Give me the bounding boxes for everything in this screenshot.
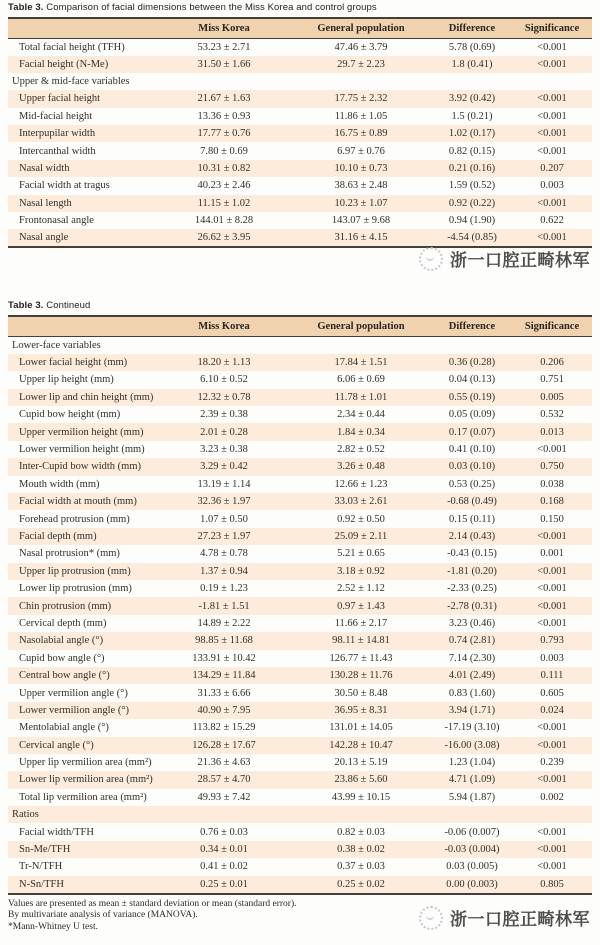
significance-cell: <0.001 [537,565,567,577]
table-row [8,125,592,142]
variable-cell: Nasal protrusion* (mm) [19,548,120,560]
general-population-cell: 20.13 ± 5.19 [334,757,388,769]
variable-cell: Lower vermilion angle (°) [19,704,130,716]
significance-cell: <0.001 [537,444,567,456]
variable-cell: Forehead protrusion (mm) [19,513,130,525]
miss-korea-cell: 4.78 ± 0.78 [200,548,248,560]
table-row [8,545,592,562]
significance-cell: 0.793 [540,635,564,647]
variable-cell: Facial width at tragus [19,180,110,192]
general-population-cell: 11.86 ± 1.05 [334,110,388,122]
table-row [8,108,592,125]
difference-cell: 1.59 (0.52) [448,180,496,192]
difference-cell: 1.02 (0.17) [448,128,496,140]
table-row [8,823,592,840]
general-population-cell: 3.26 ± 0.48 [337,461,385,473]
general-population-cell: 0.97 ± 1.43 [337,600,385,612]
general-population-cell: 38.63 ± 2.48 [334,180,388,192]
col-header-general-population: General population [317,321,405,333]
difference-cell: -2.33 (0.25) [447,583,497,595]
miss-korea-cell: 2.01 ± 0.28 [200,426,248,438]
footnote-manova: By multivariate analysis of variance (MANOVA). [8,910,198,921]
miss-korea-cell: 0.19 ± 1.23 [200,583,248,595]
col-header-miss-korea: Miss Korea [198,22,250,34]
miss-korea-cell: 12.32 ± 0.78 [197,391,251,403]
miss-korea-cell: 13.36 ± 0.93 [197,110,251,122]
miss-korea-cell: 40.23 ± 2.46 [197,180,251,192]
table1-title-number: Table 3. [8,2,44,13]
significance-cell: 0.805 [540,878,564,890]
general-population-cell: 31.16 ± 4.15 [334,232,388,244]
table-row [8,737,592,754]
difference-cell: 0.94 (1.90) [448,215,496,227]
table-row [8,771,592,788]
variable-cell: Nasal length [19,197,72,209]
difference-cell: -4.54 (0.85) [447,232,497,244]
dental-logo-icon [419,247,443,271]
general-population-cell: 12.66 ± 1.23 [334,478,388,490]
significance-cell: <0.001 [537,600,567,612]
miss-korea-cell: 32.36 ± 1.97 [197,496,251,508]
variable-cell: Sn-Me/TFH [19,844,71,856]
miss-korea-cell: 3.23 ± 0.38 [200,444,248,456]
col-header-general-population: General population [317,22,405,34]
table-row [8,142,592,159]
variable-cell: Total lip vermilion area (mm²) [19,791,147,803]
miss-korea-cell: 98.85 ± 11.68 [195,635,253,647]
significance-cell: <0.001 [537,110,567,122]
difference-cell: 0.15 (0.11) [449,513,495,525]
table-row [8,632,592,649]
col-header-variable [8,316,158,336]
significance-cell: 0.750 [540,461,564,473]
significance-cell: <0.001 [537,58,567,70]
miss-korea-cell: 0.76 ± 0.03 [200,826,248,838]
difference-cell: 1.23 (1.04) [448,757,496,769]
miss-korea-cell: 113.82 ± 15.29 [192,722,256,734]
difference-cell: 3.92 (0.42) [448,93,496,105]
table-row [8,876,592,894]
variable-cell: Cervical depth (mm) [19,617,107,629]
table-row [8,160,592,177]
table-row [8,563,592,580]
significance-cell: <0.001 [537,722,567,734]
general-population-cell: 0.25 ± 0.02 [337,878,385,890]
comparison-table-1 [8,17,592,248]
miss-korea-cell: 21.67 ± 1.63 [197,93,251,105]
significance-cell: <0.001 [537,145,567,157]
variable-cell: Mentolabial angle (°) [19,722,109,734]
miss-korea-cell: 0.41 ± 0.02 [200,861,248,873]
section-label: Upper & mid-face variables [12,76,130,88]
table-row [8,441,592,458]
table-row [8,177,592,194]
variable-cell: Nasal angle [19,232,69,244]
miss-korea-cell: 53.23 ± 2.71 [197,41,251,53]
difference-cell: 4.01 (2.49) [448,670,496,682]
significance-cell: 0.005 [540,391,564,403]
table-row [8,406,592,423]
col-header-difference: Difference [448,22,496,34]
table-row [8,858,592,875]
variable-cell: Cervical angle (°) [19,739,94,751]
variable-cell: Lower lip and chin height (mm) [19,391,154,403]
significance-cell: 0.622 [540,215,564,227]
general-population-cell: 2.34 ± 0.44 [337,409,385,421]
table2-title [8,300,592,312]
variable-cell: Interpupilar width [19,128,96,140]
table1-title [8,2,592,14]
table1-header-row [8,18,592,38]
significance-cell: 0.001 [540,548,564,560]
table2-header-row [8,316,592,336]
significance-cell: 0.751 [540,374,564,386]
section-label: Lower-face variables [12,339,101,351]
table-row [8,841,592,858]
significance-cell: 0.532 [540,409,564,421]
significance-cell: 0.013 [540,426,564,438]
difference-cell: 0.41 (0.10) [448,444,496,456]
footnotes [8,899,592,934]
variable-cell: Lower vermilion height (mm) [19,444,145,456]
difference-cell: 1.5 (0.21) [451,110,493,122]
general-population-cell: 29.7 ± 2.23 [337,58,385,70]
variable-cell: Facial depth (mm) [19,531,97,542]
variable-cell: Nasolabial angle (°) [19,635,104,647]
variable-cell: Chin protrusion (mm) [19,600,112,612]
significance-cell: 0.111 [540,670,564,682]
variable-cell: Lower lip vermilion area (mm²) [19,774,153,786]
difference-cell: 0.53 (0.25) [448,478,496,490]
variable-cell: Facial height (N-Me) [19,58,109,70]
footnote-values: Values are presented as mean ± standard deviation or mean (standard error). [8,898,297,909]
section-row [8,806,592,823]
significance-cell: <0.001 [537,617,567,629]
significance-cell: <0.001 [537,844,567,856]
miss-korea-cell: 40.90 ± 7.95 [197,704,251,716]
table-row [8,510,592,527]
general-population-cell: 130.28 ± 11.76 [329,670,393,682]
table-row [8,650,592,667]
footnote-mann-whitney: *Mann-Whitney U test. [8,921,98,932]
variable-cell: Mouth width (mm) [19,478,100,490]
significance-cell: <0.001 [537,861,567,873]
variable-cell: Upper facial height [19,93,101,105]
watermark-text: 浙一口腔正畸林军 [450,251,590,270]
general-population-cell: 30.50 ± 8.48 [334,687,388,699]
general-population-cell: 33.03 ± 2.61 [334,496,388,508]
miss-korea-cell: 28.57 ± 4.70 [197,774,251,786]
comparison-table-2 [8,315,592,894]
significance-cell: 0.605 [540,687,564,699]
difference-cell: 3.94 (1.71) [448,704,496,716]
difference-cell: 0.17 (0.07) [448,426,496,438]
miss-korea-cell: 49.93 ± 7.42 [197,791,251,803]
col-header-difference: Difference [448,321,496,333]
significance-cell: <0.001 [537,583,567,595]
difference-cell: 1.8 (0.41) [451,58,493,70]
col-header-significance: Significance [524,321,580,333]
variable-cell: Upper lip vermilion area (mm²) [19,757,152,769]
general-population-cell: 36.95 ± 8.31 [334,704,388,716]
miss-korea-cell: 144.01 ± 8.28 [194,215,254,227]
difference-cell: -17.19 (3.10) [444,722,500,734]
table-row [8,371,592,388]
difference-cell: -0.03 (0.004) [444,844,500,856]
difference-cell: 0.92 (0.22) [448,197,496,209]
significance-cell: 0.207 [540,163,564,175]
general-population-cell: 23.86 ± 5.60 [334,774,388,786]
general-population-cell: 2.82 ± 0.52 [337,444,385,456]
general-population-cell: 6.06 ± 0.69 [337,374,385,386]
miss-korea-cell: 6.10 ± 0.52 [200,374,248,386]
general-population-cell: 6.97 ± 0.76 [337,145,385,157]
significance-cell: 0.038 [540,478,564,490]
difference-cell: -0.68 (0.49) [447,496,497,508]
table-row [8,354,592,371]
miss-korea-cell: 26.62 ± 3.95 [197,232,251,244]
difference-cell: -2.78 (0.31) [447,600,497,612]
variable-cell: Upper lip height (mm) [19,374,114,386]
difference-cell: -0.43 (0.15) [447,548,497,560]
miss-korea-cell: 27.23 ± 1.97 [197,531,251,542]
table-row [8,476,592,493]
significance-cell: <0.001 [537,93,567,105]
table2-title-text: Contineud [46,300,91,312]
significance-cell: <0.001 [537,128,567,140]
table-row [8,90,592,107]
variable-cell: Central bow angle (°) [19,670,110,682]
table-row [8,493,592,510]
table-row [8,229,592,247]
miss-korea-cell: 21.36 ± 4.63 [197,757,251,769]
section-label: Ratios [12,809,39,821]
significance-cell: 0.002 [540,791,564,803]
watermark-text: 浙一口腔正畸林军 [450,910,590,929]
significance-cell: <0.001 [537,739,567,751]
general-population-cell: 2.52 ± 1.12 [337,583,385,595]
difference-cell: 0.36 (0.28) [448,357,496,369]
table1-title-text: Comparison of facial dimensions between the Miss Korea and control groups [46,2,377,13]
general-population-cell: 17.84 ± 1.51 [334,357,388,369]
general-population-cell: 1.84 ± 0.34 [337,426,385,438]
general-population-cell: 11.78 ± 1.01 [334,391,388,403]
significance-cell: <0.001 [537,197,567,209]
miss-korea-cell: -1.81 ± 1.51 [198,600,250,612]
table-row [8,212,592,229]
difference-cell: 4.71 (1.09) [448,774,496,786]
table-row [8,702,592,719]
general-population-cell: 98.11 ± 14.81 [332,635,390,647]
difference-cell: 0.03 (0.10) [448,461,496,473]
general-population-cell: 0.92 ± 0.50 [337,513,385,525]
significance-cell: 0.239 [540,757,564,769]
variable-cell: Cupid bow height (mm) [19,409,121,421]
section-row [8,336,592,354]
difference-cell: 5.78 (0.69) [448,41,496,53]
miss-korea-cell: 10.31 ± 0.82 [197,163,251,175]
significance-cell: 0.024 [540,704,564,716]
difference-cell: 0.04 (0.13) [448,374,496,386]
table-row [8,423,592,440]
significance-cell: <0.001 [537,826,567,838]
difference-cell: 0.21 (0.16) [448,163,496,175]
miss-korea-cell: 126.28 ± 17.67 [192,739,256,751]
general-population-cell: 131.01 ± 14.05 [329,722,393,734]
miss-korea-cell: 31.33 ± 6.66 [197,687,251,699]
general-population-cell: 10.10 ± 0.73 [334,163,388,175]
difference-cell: 2.14 (0.43) [448,531,496,542]
significance-cell: 0.168 [540,496,564,508]
variable-cell: Facial width/TFH [19,826,94,838]
general-population-cell: 16.75 ± 0.89 [334,128,388,140]
table-row [8,719,592,736]
table-row [8,528,592,545]
variable-cell: Lower facial height (mm) [19,357,128,369]
miss-korea-cell: 11.15 ± 1.02 [197,197,251,209]
significance-cell: 0.150 [540,513,564,525]
variable-cell: Inter-Cupid bow width (mm) [19,461,141,473]
difference-cell: 0.83 (1.60) [448,687,496,699]
table-row [8,789,592,806]
variable-cell: Tr-N/TFH [19,861,63,873]
miss-korea-cell: 17.77 ± 0.76 [197,128,251,140]
table-row [8,615,592,632]
difference-cell: 0.82 (0.15) [448,145,496,157]
general-population-cell: 25.09 ± 2.11 [334,531,388,542]
table-row [8,597,592,614]
miss-korea-cell: 133.91 ± 10.42 [192,652,256,664]
significance-cell: <0.001 [537,531,567,542]
table-row [8,458,592,475]
significance-cell: 0.003 [540,652,564,664]
miss-korea-cell: 0.34 ± 0.01 [200,844,248,856]
significance-cell: 0.003 [540,180,564,192]
table1-block [8,2,592,248]
variable-cell: Total facial height (TFH) [19,41,125,53]
col-header-miss-korea: Miss Korea [198,321,250,333]
table-row [8,389,592,406]
significance-cell: <0.001 [537,41,567,53]
general-population-cell: 0.37 ± 0.03 [337,861,385,873]
difference-cell: 5.94 (1.87) [448,791,496,803]
miss-korea-cell: 134.29 ± 11.84 [192,670,256,682]
variable-cell: Lower lip protrusion (mm) [19,583,132,595]
general-population-cell: 3.18 ± 0.92 [337,565,385,577]
general-population-cell: 17.75 ± 2.32 [334,93,388,105]
table-row [8,667,592,684]
general-population-cell: 126.77 ± 11.43 [329,652,393,664]
difference-cell: -0.06 (0.007) [444,826,500,838]
difference-cell: 3.23 (0.46) [448,617,496,629]
general-population-cell: 5.21 ± 0.65 [337,548,385,560]
table2-title-number: Table 3. [8,300,44,312]
variable-cell: Upper vermilion angle (°) [19,687,128,699]
col-header-significance: Significance [524,22,580,34]
difference-cell: 0.55 (0.19) [448,391,496,403]
difference-cell: 0.74 (2.81) [448,635,496,647]
miss-korea-cell: 0.25 ± 0.01 [200,878,248,890]
difference-cell: 0.03 (0.005) [446,861,498,873]
miss-korea-cell: 1.37 ± 0.94 [200,565,248,577]
variable-cell: Upper vermilion height (mm) [19,426,144,438]
variable-cell: Intercanthal width [19,145,96,157]
variable-cell: Frontonasal angle [19,215,94,227]
table-row [8,195,592,212]
significance-cell: 0.206 [540,357,564,369]
table-row [8,580,592,597]
significance-cell: <0.001 [537,232,567,244]
difference-cell: 7.14 (2.30) [448,652,496,664]
general-population-cell: 142.28 ± 10.47 [329,739,393,751]
general-population-cell: 0.38 ± 0.02 [337,844,385,856]
table2-block [8,300,592,894]
miss-korea-cell: 1.07 ± 0.50 [200,513,248,525]
variable-cell: Facial width at mouth (mm) [19,496,137,508]
miss-korea-cell: 31.50 ± 1.66 [197,58,251,70]
col-header-variable [8,18,158,38]
difference-cell: 0.05 (0.09) [448,409,496,421]
variable-cell: Upper lip protrusion (mm) [19,565,131,577]
table-row [8,684,592,701]
difference-cell: 0.00 (0.003) [446,878,498,890]
difference-cell: -16.00 (3.08) [444,739,500,751]
general-population-cell: 43.99 ± 10.15 [331,791,391,803]
miss-korea-cell: 2.39 ± 0.38 [200,409,248,421]
miss-korea-cell: 13.19 ± 1.14 [197,478,251,490]
variable-cell: Cupid bow angle (°) [19,652,105,664]
significance-cell: <0.001 [537,774,567,786]
difference-cell: -1.81 (0.20) [447,565,497,577]
table-row [8,754,592,771]
miss-korea-cell: 14.89 ± 2.22 [197,617,251,629]
variable-cell: Mid-facial height [19,110,93,122]
general-population-cell: 47.46 ± 3.79 [334,41,388,53]
general-population-cell: 10.23 ± 1.07 [334,197,388,209]
general-population-cell: 143.07 ± 9.68 [331,215,391,227]
general-population-cell: 11.66 ± 2.17 [334,617,388,629]
miss-korea-cell: 3.29 ± 0.42 [200,461,248,473]
general-population-cell: 0.82 ± 0.03 [337,826,385,838]
watermark-1 [419,246,590,271]
section-row [8,73,592,90]
variable-cell: Nasal width [19,163,70,175]
table-row [8,38,592,56]
table-row [8,56,592,73]
variable-cell: N-Sn/TFH [19,878,64,890]
miss-korea-cell: 7.80 ± 0.69 [200,145,248,157]
miss-korea-cell: 18.20 ± 1.13 [197,357,251,369]
